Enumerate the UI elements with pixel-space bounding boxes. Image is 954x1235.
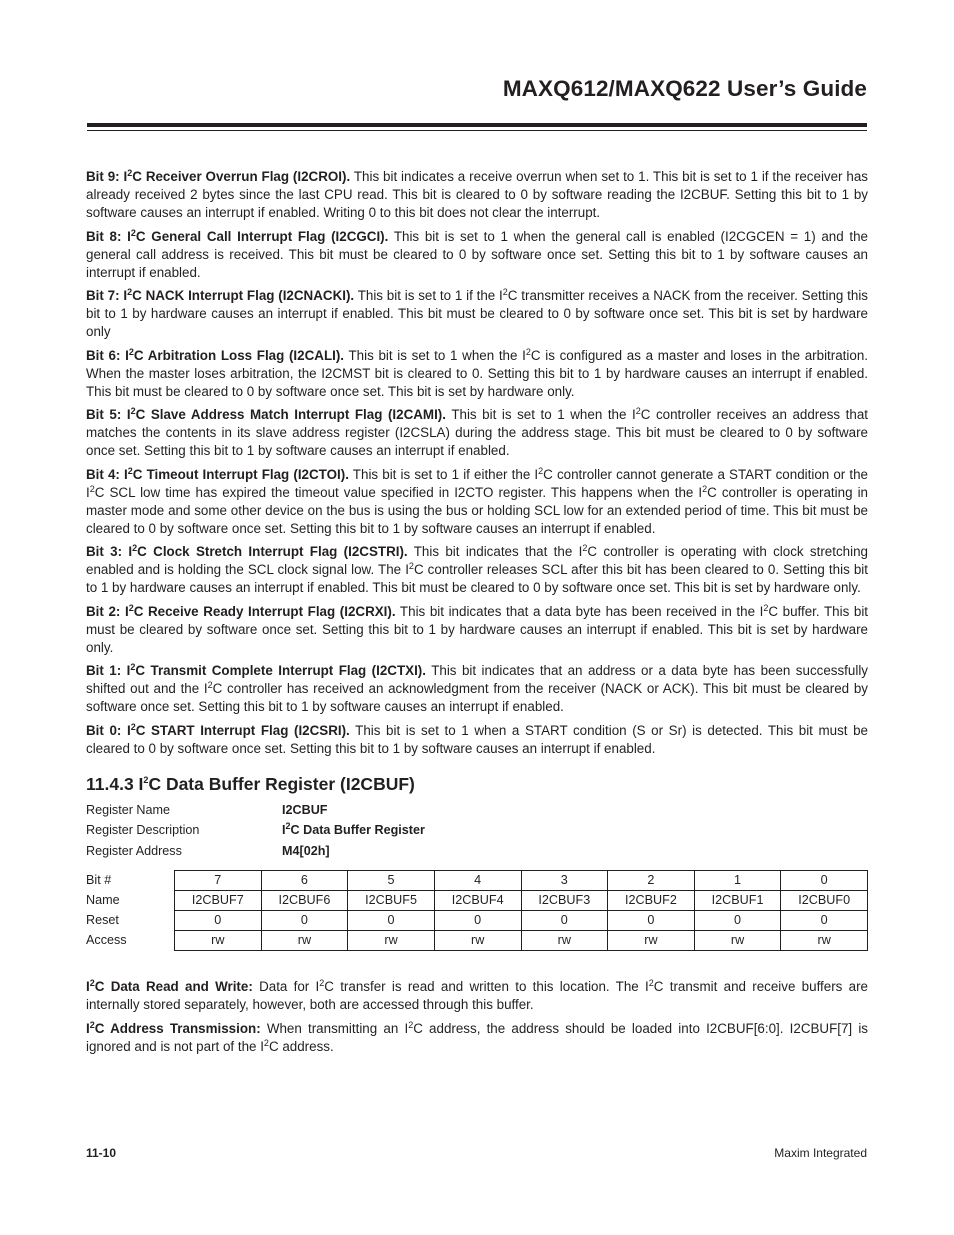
bit-table-cell: I2CBUF2	[608, 891, 695, 911]
register-notes	[86, 978, 868, 1056]
bit-table-cell: I2CBUF1	[694, 891, 781, 911]
bit-table-cell: rw	[348, 931, 435, 951]
bit-table-row-bit-numbers	[175, 871, 868, 891]
bit-table-row-names	[175, 891, 868, 911]
bit-description-list	[86, 168, 868, 758]
register-description-value: $I^2C$ Data Buffer Register	[282, 821, 425, 837]
register-info	[86, 800, 868, 862]
para-lead: Bit 2: $I^2C$ Receive Ready Interrupt Flag (I2CRXI).	[86, 602, 396, 619]
bit-table-cell: rw	[694, 931, 781, 951]
bit-description: Bit 5: $I^2C$ Slave Address Match Interrupt Flag (I2CAMI). This bit is set to 1 when the $I^2C$ controller receives an address that matches the contents in its slave address register (I2CSLA) during the address stage. This bit must be cleared to 0 by software once set. Setting this bit to 1 by software causes an interrupt if enabled.	[86, 406, 868, 458]
bit-table-cell: 2	[608, 871, 695, 891]
bit-table-cell: 0	[434, 911, 521, 931]
bit-row-label: Reset	[86, 913, 119, 927]
para-lead: Bit 4: $I^2C$ Timeout Interrupt Flag (I2CTOI).	[86, 465, 349, 482]
bit-table-cell: I2CBUF5	[348, 891, 435, 911]
bit-row-label: Access	[86, 933, 127, 947]
register-note: $I^2C$ Data Read and Write: Data for $I^2C$ transfer is read and written to this location. The $I^2C$ transmit and receive buffers are internally stored separately, however, both are accessed through this buffer.	[86, 978, 868, 1012]
bit-description: Bit 7: $I^2C$ NACK Interrupt Flag (I2CNACKI). This bit is set to 1 if the $I^2C$ transmitter receives a NACK from the receiver. Setting this bit to 1 by hardware causes an interrupt if enabled. This bit must be cleared to 0 by software once set. This bit is set by hardware only	[86, 287, 869, 339]
bit-table-cell: 6	[261, 871, 348, 891]
page-title: MAXQ612/MAXQ622 User’s Guide	[502, 76, 867, 101]
register-address-label: Register Address	[86, 843, 182, 858]
company-name: Maxim Integrated	[774, 1146, 867, 1160]
bit-table-cell: I2CBUF3	[521, 891, 608, 911]
register-description-label: Register Description	[86, 823, 200, 837]
para-lead: Bit 5: $I^2C$ Slave Address Match Interrupt Flag (I2CAMI).	[86, 406, 446, 422]
bit-description: Bit 3: $I^2C$ Clock Stretch Interrupt Flag (I2CSTRI). This bit indicates that the $I^2C$ controller is operating with clock stretching enabled and is holding the SCL clock signal low. The $I^2C$ controller releases SCL after this bit has been cleared to 0. Setting this bit to 1 by hardware causes an interrupt if enabled. This bit must be cleared to 0 by software once set. This bit is set by hardware only.	[86, 543, 868, 595]
bit-table-cell: I2CBUF4	[434, 891, 521, 911]
bit-description: Bit 0: $I^2C$ START Interrupt Flag (I2CSRI). This bit is set to 1 when a START condition (S or Sr) is detected. This bit must be cleared to 0 by software once set. Setting this bit to 1 by software causes an interrupt if enabled.	[86, 721, 869, 756]
header-rule-thick	[87, 123, 867, 127]
bit-table-cell: 0	[781, 911, 868, 931]
bit-table-cell: 3	[521, 871, 608, 891]
section-heading: 11.4.3 $I^2C$ Data Buffer Register (I2CBUF)	[86, 773, 415, 794]
bit-table	[174, 870, 868, 951]
bit-table-cell: 4	[434, 871, 521, 891]
bit-table-cell: 0	[521, 911, 608, 931]
para-lead: Bit 3: $I^2C$ Clock Stretch Interrupt Flag (I2CSTRI).	[86, 543, 408, 559]
bit-table-cell: 0	[608, 911, 695, 931]
bit-table-cell: 0	[694, 911, 781, 931]
bit-row-label: Bit #	[86, 873, 112, 887]
register-name-value: I2CBUF	[282, 802, 328, 817]
para-lead: Bit 8: $I^2C$ General Call Interrupt Flag (I2CGCI).	[86, 227, 389, 244]
bit-table-cell: 7	[175, 871, 262, 891]
bit-table-cell: rw	[434, 931, 521, 951]
bit-table-cell: rw	[608, 931, 695, 951]
bit-description: Bit 2: $I^2C$ Receive Ready Interrupt Flag (I2CRXI). This bit indicates that a data byte has been received in the $I^2C$ buffer. This bit must be cleared by software once set. Setting this bit to 1 by hardware causes an interrupt if enabled. This bit is set by hardware only.	[86, 602, 869, 655]
register-address-value: M4[02h]	[282, 843, 330, 858]
page-number: 11-10	[86, 1146, 117, 1160]
para-lead: Bit 7: $I^2C$ NACK Interrupt Flag (I2CNACKI).	[86, 287, 355, 303]
bit-table-cell: I2CBUF0	[781, 891, 868, 911]
bit-description: Bit 8: $I^2C$ General Call Interrupt Flag (I2CGCI). This bit is set to 1 when the general call is enabled (I2CGCEN = 1) and the general call address is received. This bit must be cleared to 0 by software once set. Setting this bit to 1 by software causes an interrupt if enabled.	[86, 227, 869, 280]
bit-table-row-reset	[175, 911, 868, 931]
para-lead: $I^2C$ Address Transmission:	[86, 1019, 261, 1036]
bit-table-row-access	[175, 931, 868, 951]
bit-row-label: Name	[86, 893, 120, 907]
bit-table-cell: 0	[348, 911, 435, 931]
bit-table-cell: 0	[175, 911, 262, 931]
bit-description: Bit 6: $I^2C$ Arbitration Loss Flag (I2CALI). This bit is set to 1 when the $I^2C$ is configured as a master and loses in the arbitration. When the master loses arbitration, the I2CMST bit is cleared to 0. Setting this bit to 1 by hardware causes an interrupt if enabled. This bit must be cleared to 0 by software once set. This bit is set by hardware only.	[86, 346, 868, 399]
bit-table-cell: 0	[781, 871, 868, 891]
bit-table-cell: rw	[521, 931, 608, 951]
bit-table-cell: I2CBUF7	[175, 891, 262, 911]
para-lead: Bit 6: $I^2C$ Arbitration Loss Flag (I2CALI).	[86, 346, 345, 363]
bit-table-cell: 1	[694, 871, 781, 891]
bit-table-cell: I2CBUF6	[261, 891, 348, 911]
para-lead: Bit 0: $I^2C$ START Interrupt Flag (I2CSRI).	[86, 721, 350, 738]
bit-table-cell: rw	[261, 931, 348, 951]
bit-layout	[86, 870, 868, 951]
bit-table-cell: 0	[261, 911, 348, 931]
para-lead: $I^2C$ Data Read and Write:	[86, 978, 253, 994]
bit-description: Bit 9: $I^2C$ Receiver Overrun Flag (I2CROI). This bit indicates a receive overrun when set to 1. This bit is set to 1 if the receiver has already received 2 bytes since the last CPU read. This bit is cleared to 0 by software reading the I2CBUF. Setting this bit to 1 by software causes an interrupt if enabled. Writing 0 to this bit does not clear the interrupt.	[86, 168, 868, 220]
register-name-label: Register Name	[86, 802, 170, 817]
bit-table-cell: 5	[348, 871, 435, 891]
para-lead: Bit 9: $I^2C$ Receiver Overrun Flag (I2CROI).	[86, 168, 351, 184]
header-rule-thin	[87, 130, 867, 131]
main-content	[86, 168, 868, 1061]
bit-description: Bit 4: $I^2C$ Timeout Interrupt Flag (I2CTOI). This bit is set to 1 if either the $I^2C$ controller cannot generate a START condition or the $I^2C$ SCL low time has expired the timeout value specified in I2CTO register. This happens when the $I^2C$ controller is operating in master mode and some other device on the bus is using the bus or holding SCL low for an extended period of time. This bit must be cleared to 0 by software once set. Setting this bit to 1 by software causes an interrupt if enabled.	[86, 465, 868, 536]
bit-table-cell: rw	[781, 931, 868, 951]
bit-description: Bit 1: $I^2C$ Transmit Complete Interrupt Flag (I2CTXI). This bit indicates that an address or a data byte has been successfully shifted out and the $I^2C$ controller has received an acknowledgment from the receiver (NACK or ACK). This bit must be cleared by software once set. Setting this bit to 1 by software causes an interrupt if enabled.	[86, 662, 868, 714]
register-note: $I^2C$ Address Transmission: When transmitting an $I^2C$ address, the address should be loaded into I2CBUF[6:0]. I2CBUF[7] is ignored and is not part of the $I^2C$ address.	[86, 1019, 869, 1054]
bit-row-labels	[86, 870, 174, 951]
bit-table-cell: rw	[175, 931, 262, 951]
para-lead: Bit 1: $I^2C$ Transmit Complete Interrupt Flag (I2CTXI).	[86, 662, 426, 678]
